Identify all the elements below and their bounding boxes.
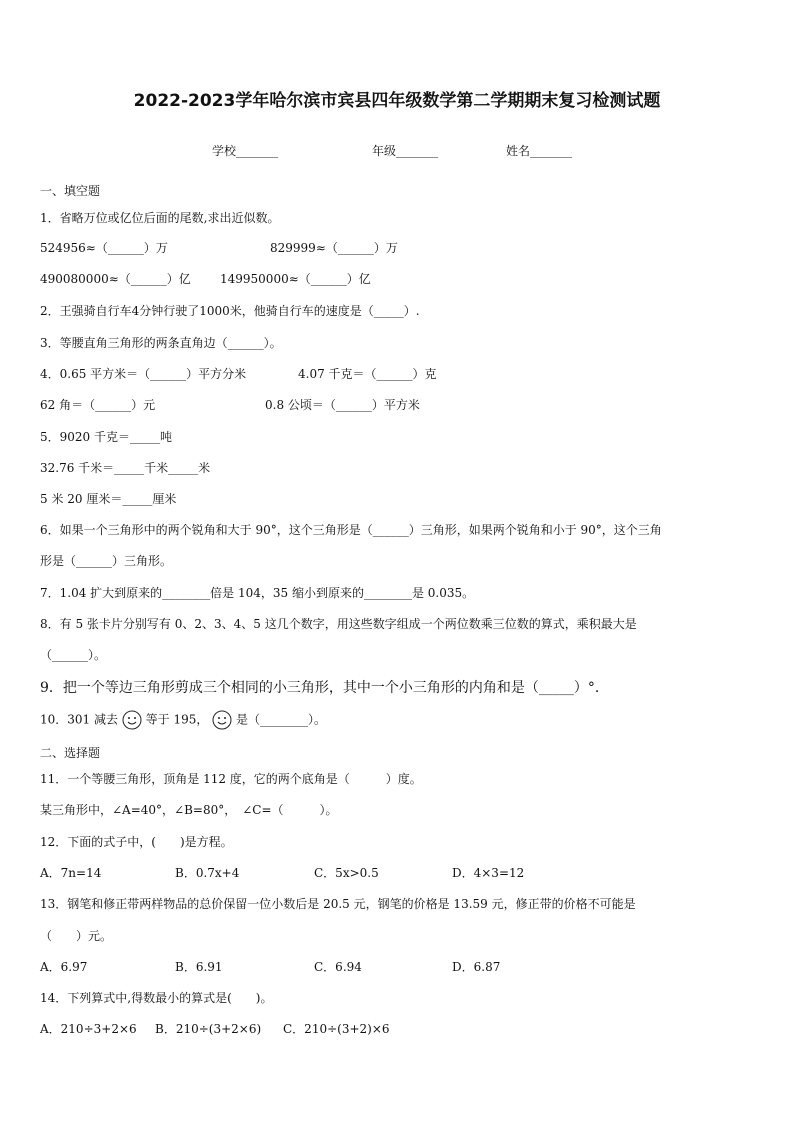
question-1-part-d: 149950000≈（______）亿 <box>220 272 371 286</box>
question-11: 11．一个等腰三角形，顶角是 112 度，它的两个底角是（ ）度。 <box>40 772 422 786</box>
question-1-part-a: 524956≈（______）万 <box>40 241 168 255</box>
section-fill-heading: 一、填空题 <box>40 184 101 198</box>
question-10 <box>40 710 326 730</box>
question-10-part-b: 等于 195， <box>145 712 209 727</box>
question-13-option-c: C．6.94 <box>314 960 362 974</box>
school-field: 学校_______ <box>212 144 279 158</box>
question-12-option-b: B．0.7x+4 <box>175 866 240 880</box>
question-10-part-a: 10．301 减去 <box>40 712 118 727</box>
question-13-line-1: 13．钢笔和修正带两样物品的总价保留一位小数后是 20.5 元，钢笔的价格是 13.59 元，修正带的价格不可能是 <box>40 897 636 911</box>
question-12-option-c: C．5x>0.5 <box>314 866 379 880</box>
question-13-option-b: B．6.91 <box>175 960 223 974</box>
question-5-part-b: 32.76 千米＝_____千米_____米 <box>40 461 211 475</box>
question-1-part-b: 829999≈（______）万 <box>270 241 398 255</box>
smiley-face-icon <box>212 710 232 730</box>
question-8-line-1: 8．有 5 张卡片分别写有 0、2、3、4、5 这几个数字，用这些数字组成一个两位数乘三位数的算式，乘积最大是 <box>40 617 637 631</box>
question-12-option-d: D．4×3=12 <box>452 866 525 880</box>
question-4-part-d: 0.8 公顷＝（______）平方米 <box>265 398 420 412</box>
question-3: 3．等腰直角三角形的两条直角边（______）。 <box>40 336 282 350</box>
question-4-part-b: 4.07 千克＝（______）克 <box>298 367 437 381</box>
question-4-part-a: 4．0.65 平方米＝（______）平方分米 <box>40 367 247 381</box>
question-12: 12．下面的式子中，( )是方程。 <box>40 835 233 849</box>
question-6-line-2: 形是（______）三角形。 <box>40 554 173 568</box>
question-11-part-b: 某三角形中，∠A=40°，∠B=80°， ∠C=（ ）。 <box>40 803 338 817</box>
smiley-face-icon <box>122 710 142 730</box>
question-13-option-d: D．6.87 <box>452 960 501 974</box>
page-title: 2022-2023学年哈尔滨市宾县四年级数学第二学期期末复习检测试题 <box>133 91 661 111</box>
name-field: 姓名_______ <box>506 144 573 158</box>
question-6-line-1: 6．如果一个三角形中的两个锐角和大于 90°，这个三角形是（______）三角形，如果两个锐角和小于 90°，这个三角 <box>40 523 662 537</box>
question-9: 9．把一个等边三角形剪成三个相同的小三角形，其中一个小三角形的内角和是（_____）°． <box>40 680 609 696</box>
question-2: 2．王强骑自行车4分钟行驶了1000米，他骑自行车的速度是（_____）. <box>40 304 420 318</box>
question-14-option-c: C．210÷(3+2)×6 <box>283 1022 390 1036</box>
question-13-option-a: A．6.97 <box>40 960 88 974</box>
question-7: 7．1.04 扩大到原来的________倍是 104，35 缩小到原来的________是 0.035。 <box>40 586 475 600</box>
question-10-part-c: 是（________）。 <box>236 712 327 727</box>
question-12-option-a: A．7n=14 <box>40 866 102 880</box>
question-4-part-c: 62 角＝（______）元 <box>40 398 156 412</box>
question-1-part-c: 490080000≈（______）亿 <box>40 272 191 286</box>
section-choice-heading: 二、选择题 <box>40 746 101 760</box>
question-14-option-a: A．210÷3+2×6 <box>40 1022 137 1036</box>
question-5: 5．9020 千克＝_____吨 <box>40 430 172 444</box>
question-14-option-b: B．210÷(3+2×6) <box>155 1022 262 1036</box>
question-1: 1．省略万位或亿位后面的尾数,求出近似数。 <box>40 211 280 225</box>
question-5-part-c: 5 米 20 厘米＝_____厘米 <box>40 492 177 506</box>
question-14: 14．下列算式中,得数最小的算式是( )。 <box>40 991 273 1005</box>
question-8-line-2: （______）。 <box>40 648 107 662</box>
question-13-line-2: （ ）元。 <box>40 929 113 943</box>
grade-field: 年级_______ <box>372 144 439 158</box>
